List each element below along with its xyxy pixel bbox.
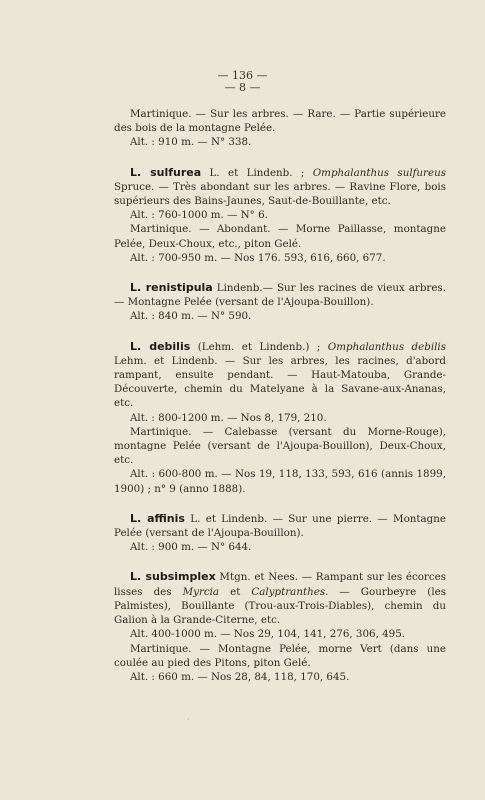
species-name: L. debilis: [130, 339, 191, 353]
genus: Calyptranthes: [251, 585, 326, 598]
description: Lehm. et Lindenb. — Sur les arbres, les racines, d'abord rampant, ensuite pendant. — Haut-Matouba, Grande-Découverte, chemin du Matelyane à la Savane-aux-Ananas, etc.: [114, 354, 446, 410]
altitude-line: Alt. : 800-1200 m. — Nos 8, 179, 210.: [130, 411, 327, 424]
genus: Myrcia: [182, 585, 220, 598]
species-name: L. renistipula: [130, 281, 213, 295]
species-name: L. subsimplex: [130, 570, 216, 584]
paragraph: Martinique. — Calebasse (versant du Morne-Rouge), montagne Pelée (versant de l'Ajoupa-Bouillon), Deux-Choux, etc.: [114, 425, 446, 467]
description: L. et Lindenb. — Sur une pierre. — Montagne Pelée (versant de l'Ajoupa-Bouillon).: [114, 512, 447, 540]
paragraph: Martinique. — Montagne Pelée, morne Vert (dans une coulée au pied des Pitons, piton Gelé.: [114, 642, 446, 669]
author: L. et Lindenb. ;: [201, 166, 313, 179]
description: Mtgn. et Nees. — Rampant sur les écorces lisses des: [114, 571, 446, 598]
species-entry-renistipula: [114, 281, 446, 309]
species-name: L. sulfurea: [130, 165, 202, 179]
altitude-line: Alt. : 700-950 m. — Nos 176. 593, 616, 660, 677.: [130, 251, 386, 264]
species-entry-affinis: [114, 512, 446, 540]
altitude-line: Alt. : 660 m. — Nos 28, 84, 118, 170, 645.: [130, 670, 350, 683]
page-number: — 136 —: [217, 69, 268, 82]
description: Lindenb.— Sur les racines de vieux arbres. — Montagne Pelée (versant de l'Ajoupa-Bouillon).: [114, 282, 446, 309]
paragraph: Martinique. — Sur les arbres. — Rare. — Partie supérieure des bois de la montagne Pelée.: [114, 108, 446, 135]
altitude-line: Alt. : 900 m. — N° 644.: [130, 541, 252, 554]
species-entry-subsimplex: [114, 570, 446, 627]
altitude-line: Alt. 400-1000 m. — Nos 29, 104, 141, 276, 306, 495.: [130, 628, 406, 641]
stray-mark: ·: [187, 715, 190, 724]
synonym: Omphalanthus sulfureus: [312, 166, 446, 179]
species-entry-sulfurea: [114, 166, 446, 209]
body-text: [114, 107, 446, 684]
species-name: L. affinis: [130, 511, 185, 525]
description: Spruce. — Très abondant sur les arbres. — Ravine Flore, bois supérieurs des Bains-Jaunes, Saut-de-Bouillante, etc.: [114, 180, 446, 208]
species-entry-debilis: [114, 340, 446, 411]
synonym: Omphalanthus debilis: [327, 340, 446, 353]
author: (Lehm. et Lindenb.) ;: [190, 340, 328, 353]
description: . — Gourbeyre (les Palmistes), Bouillante (Trou-aux-Trois-Diables), chemin du Galion à la Grande-Citerne, etc.: [114, 585, 446, 627]
conjunction: et: [219, 585, 252, 598]
altitude-line: Alt. : 840 m. — N° 590.: [130, 310, 252, 323]
paragraph: Martinique. — Abondant. — Morne Paillasse, montagne Pelée, Deux-Choux, etc., piton Gelé.: [114, 223, 446, 250]
sheet-number: — 8 —: [224, 81, 261, 94]
altitude-line: Alt. : 600-800 m. — Nos 19, 118, 133, 593, 616 (annis 1899, 1900) ; n° 9 (anno 1888).: [114, 468, 446, 495]
altitude-line: Alt. : 910 m. — N° 338.: [130, 136, 252, 149]
altitude-line: Alt. : 760-1000 m. — N° 6.: [130, 209, 268, 222]
